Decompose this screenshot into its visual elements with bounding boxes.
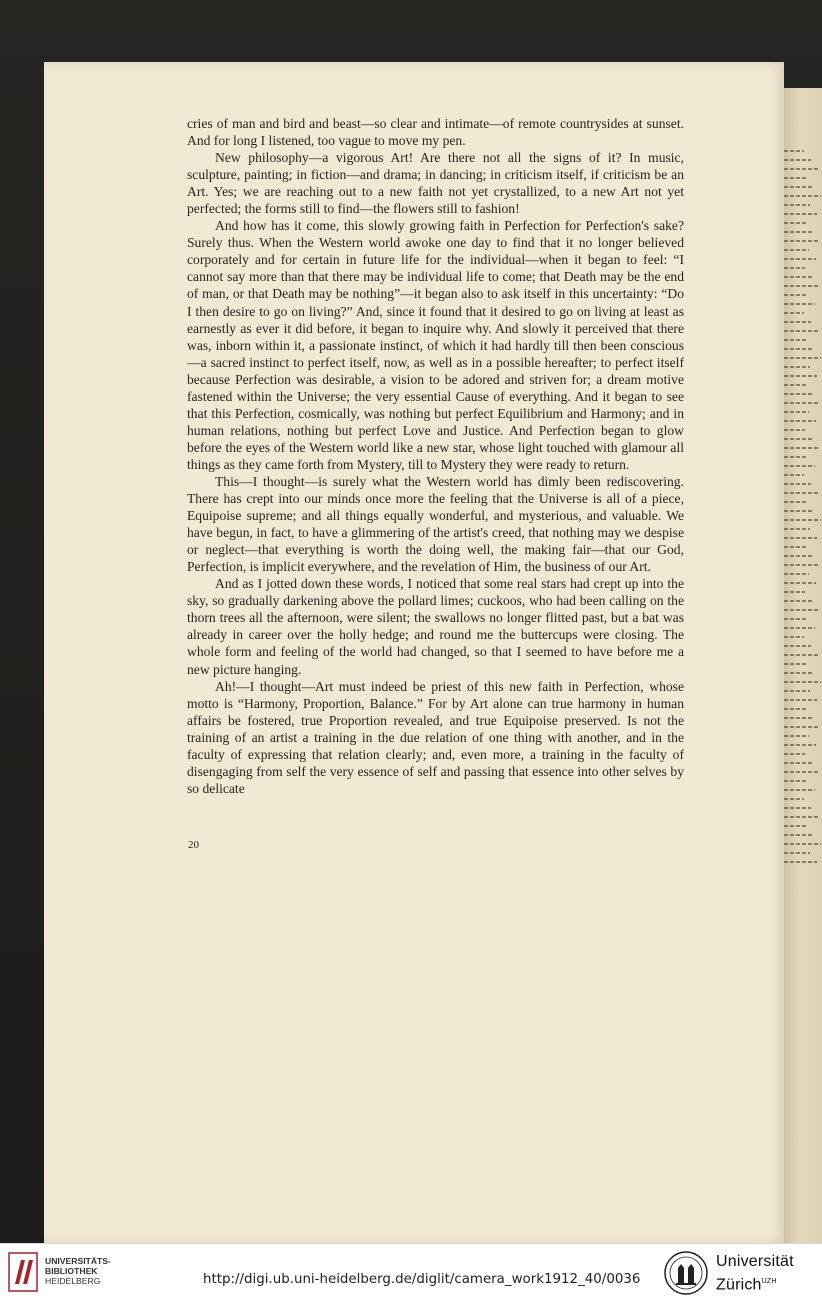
uzh-seal-icon[interactable] [663, 1250, 709, 1296]
facing-page-text-line [784, 159, 811, 161]
facing-page-text-line [784, 537, 817, 539]
facing-page-text-line [784, 654, 818, 656]
facing-page-text-line [784, 402, 820, 404]
facing-page-text-line [784, 294, 808, 296]
facing-page-text-line [784, 303, 815, 305]
facing-page-text-line [784, 645, 811, 647]
facing-page-text-line [784, 546, 806, 548]
facing-page-edge [784, 88, 822, 1243]
ub-line-2: BIBLIOTHEK [45, 1266, 98, 1276]
facing-page-text-line [784, 771, 819, 773]
facing-page-text-line [784, 258, 816, 260]
paragraph: cries of man and bird and beast—so clear and intimate—of remote countrysides at sunset. And for long I listened, too vague to move my pen. [187, 116, 684, 149]
facing-page-text-line [784, 357, 821, 359]
facing-page-text-line [784, 789, 815, 791]
facing-page-text-line [784, 825, 807, 827]
facing-page-text-line [784, 447, 819, 449]
facing-page-text-line [784, 582, 816, 584]
facing-page-text-line [784, 609, 819, 611]
facing-page-text-line [784, 276, 812, 278]
facing-page-text-line [784, 735, 809, 737]
facing-page-text-line [784, 726, 820, 728]
facing-page-text-line [784, 852, 810, 854]
facing-page-text-line [784, 672, 814, 674]
facing-page-text-line [784, 411, 809, 413]
facing-page-text-line [784, 195, 821, 197]
digital-copy-url[interactable]: http://digi.ub.uni-heidelberg.de/diglit/camera_work1912_40/0036 [203, 1272, 641, 1287]
paragraph: New philosophy—a vigorous Art! Are there not all the signs of it? In music, sculpture, painting; in fiction—and drama; in dancing; in criticism itself, if criticism be an Art. Yes; we are reaching out to a new faith not yet crystallized, to a new Art not yet perfected; the forms still to find—the flowers still to fashion! [187, 150, 684, 217]
uzh-sup: UZH [761, 1278, 777, 1285]
paragraph: This—I thought—is surely what the Western world has dimly been rediscovering. There has crept into our minds once more the feeling that the Universe is all of a piece, Equipoise supreme; and all things equally wonderful, and mysterious, and valuable. We have begun, in fact, to have a glimmering of the artist's creed, that nothing may we despise or neglect—that everything is worth the doing well, the making fair—that our God, Perfection, is implicit everywhere, and the revelation of Him, the business of our Art. [187, 473, 684, 575]
facing-page-text-line [784, 861, 817, 863]
facing-page-text-line [784, 843, 821, 845]
facing-page-text-line [784, 555, 813, 557]
facing-page-text-line [784, 681, 821, 683]
facing-page-text-line [784, 717, 813, 719]
facing-page-text-line [784, 384, 806, 386]
uzh-line-1: Universität [716, 1253, 794, 1270]
facing-page-text-line [784, 510, 814, 512]
facing-page-text-line [784, 663, 807, 665]
ub-heidelberg-logo-icon[interactable] [8, 1252, 38, 1292]
facing-page-text-line [784, 339, 807, 341]
page-number: 20 [188, 839, 199, 851]
facing-page-text-line [784, 267, 805, 269]
facing-page-text-line [784, 204, 810, 206]
facing-page-text-line [784, 492, 818, 494]
paragraph: And how has it come, this slowly growing faith in Perfection for Perfection's sake? Surely thus. When the Western world awoke one day to find that it no longer believed corporately and for certain in future life for the individual—when it began to feel: “I cannot say more than that there may be individual life to come; that Death may be the end of man, or that Death may be nothing”—it began also to ask itself in this uncertainty: “Do I then desire to go on living?” And, since it found that it desired to go on living at least as earnestly as ever it did before, it began to inquire why. And slowly it perceived that there was, inborn within it, a passionate instinct, of which it had hardly till then been conscious—a sacred instinct to perfect itself, now, as well as in a possible hereafter; to perfect itself because Perfection was desirable, a vision to be adored and striven for; a dream motive fastened within the Universe; the very essential Cause of everything. And it began to see that this Perfection, cosmically, was nothing but perfect Equilibrium and Harmony; and in human relations, nothing but perfect Love and Justice. And Perfection began to glow before the eyes of the Western world like a new star, whose light touched with glamour all things as they came forth from Mystery, till to Mystery they were ready to return. [187, 218, 684, 472]
facing-page-text-line [784, 222, 806, 224]
facing-page-text-line [784, 321, 811, 323]
paragraph: And as I jotted down these words, I noticed that some real stars had crept up into the sky, so gradually darkening above the pollard limes; cuckoos, who had been calling on the thorn trees all the afternoon, were silent; the swallows no longer flitted past, but a bat was already in career over the holly hedge; and round me the buttercups were closing. The whole form and feeling of the world had changed, so that I seemed to have before me a new picture hanging. [187, 576, 684, 677]
facing-page-text-line [784, 519, 821, 521]
facing-page-text-line [784, 483, 811, 485]
facing-page-text-line [784, 249, 809, 251]
facing-page-text-line [784, 573, 809, 575]
facing-page-text-line [784, 834, 814, 836]
facing-page-text-line [784, 798, 804, 800]
facing-page-text-line [784, 420, 816, 422]
paragraph: Ah!—I thought—Art must indeed be priest of this new faith in Perfection, whose motto is “Harmony, Proportion, Balance.” For by Art alone can true harmony in human affairs be fostered, true Proportion revealed, and true Equipoise preserved. Is not the training of an artist a training in the due relation of one thing with another, and in the faculty of expressing that relation clearly; and, even more, a training in the faculty of disengaging from self the very essence of self and passing that essence into other selves by so delicate [187, 678, 684, 796]
facing-page-text-line [784, 708, 806, 710]
facing-page-text-line [784, 816, 818, 818]
ub-line-1: UNIVERSITÄTS- [45, 1256, 111, 1266]
facing-page-text-line [784, 312, 804, 314]
ub-heidelberg-label[interactable] [45, 1256, 111, 1286]
facing-page-text-line [784, 618, 808, 620]
facing-page-text-line [784, 636, 804, 638]
facing-page-text-line [784, 375, 817, 377]
facing-page-text-line [784, 429, 805, 431]
facing-page-text-line [784, 366, 810, 368]
facing-page-text-line [784, 474, 804, 476]
facing-page-text-line [784, 465, 815, 467]
facing-page-text-line [784, 627, 815, 629]
facing-page-text-line [784, 150, 804, 152]
facing-page-text-line [784, 438, 812, 440]
footer-bar [0, 1243, 822, 1304]
facing-page-text-line [784, 330, 818, 332]
facing-page-text-line [784, 285, 819, 287]
facing-page-text-line [784, 186, 814, 188]
body-text [187, 115, 684, 797]
facing-page-text-line [784, 231, 813, 233]
facing-page-text-line [784, 393, 813, 395]
facing-page-text-line [784, 213, 817, 215]
facing-page-text-line [784, 564, 820, 566]
facing-page-text-line [784, 168, 818, 170]
facing-page-text-line [784, 753, 805, 755]
facing-page-text-line [784, 600, 812, 602]
facing-page-text-line [784, 348, 814, 350]
facing-page-text-line [784, 528, 810, 530]
facing-page-text-line [784, 762, 812, 764]
facing-page-text-line [784, 240, 820, 242]
facing-page-text-line [784, 780, 808, 782]
uzh-line-2: Zürich [716, 1276, 762, 1294]
facing-page-text-line [784, 807, 811, 809]
facing-page-text-line [784, 699, 817, 701]
facing-page-text-line [784, 177, 807, 179]
facing-page-text-line [784, 690, 810, 692]
facing-page-text-line [784, 456, 808, 458]
facing-page-text-line [784, 501, 807, 503]
ub-line-3: HEIDELBERG [45, 1276, 101, 1286]
facing-page-text-line [784, 744, 816, 746]
facing-page-text-line [784, 591, 805, 593]
uzh-wordmark[interactable] [716, 1252, 794, 1295]
